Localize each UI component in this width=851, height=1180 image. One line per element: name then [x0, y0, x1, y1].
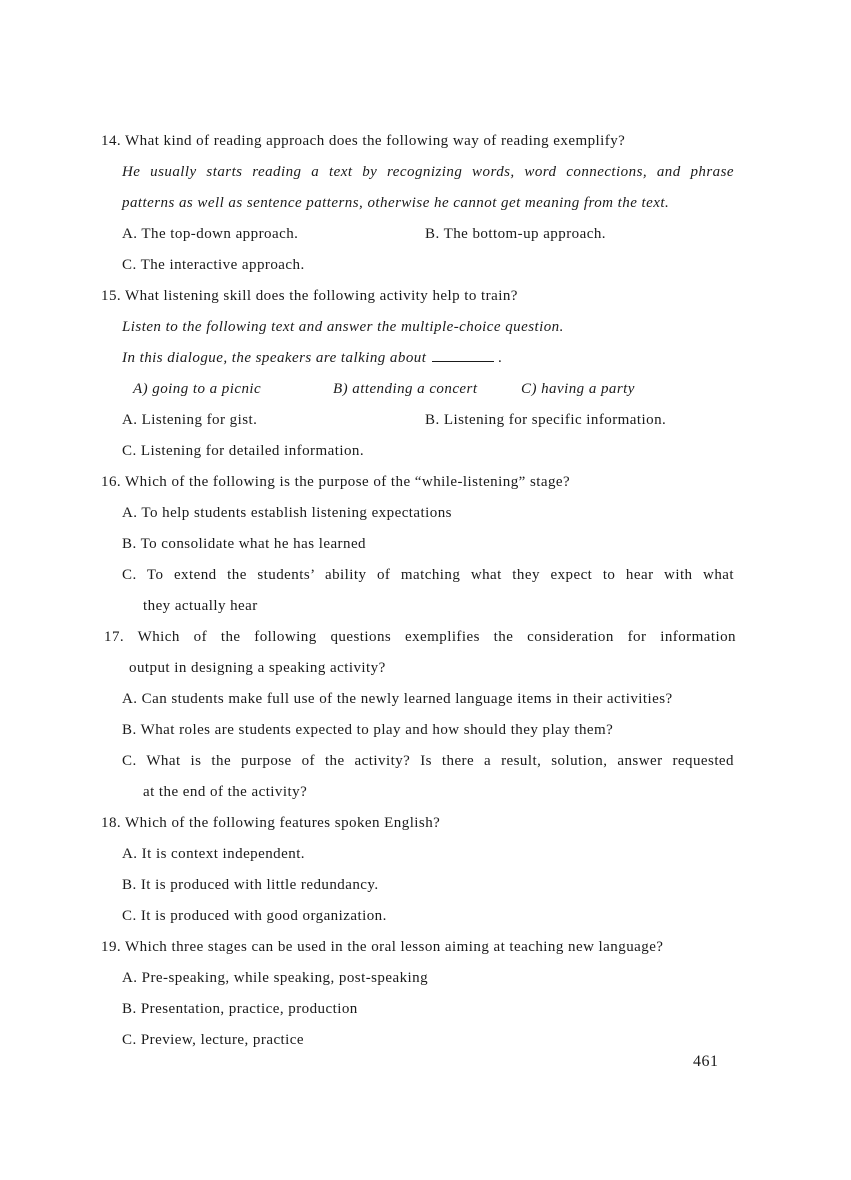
answer-blank	[432, 348, 494, 362]
q19-option-c: C. Preview, lecture, practice	[122, 1032, 304, 1048]
q17-option-b: B. What roles are students expected to play and how should they play them?	[122, 722, 614, 738]
q17-option-a: A. Can students make full use of the newly learned language items in their activities?	[122, 691, 673, 707]
q18-stem: 18. Which of the following features spoken English?	[101, 815, 441, 831]
q16-option-c-line-2: they actually hear	[143, 598, 258, 614]
q16-option-c-line-1: C. To extend the students’ ability of matching what they expect to hear with what	[122, 567, 734, 583]
q15-choice-b: B) attending a concert	[333, 381, 478, 397]
q14-passage-line-2: patterns as well as sentence patterns, otherwise he cannot get meaning from the text.	[122, 195, 670, 211]
q17-stem-line-1: 17. Which of the following questions exemplifies the consideration for information	[104, 629, 736, 645]
q15-prompt: In this dialogue, the speakers are talking about	[122, 350, 427, 366]
q14-option-a: A. The top-down approach.	[122, 226, 299, 242]
q18-option-a: A. It is context independent.	[122, 846, 306, 862]
q19-option-a: A. Pre-speaking, while speaking, post-speaking	[122, 970, 429, 986]
q15-stem: 15. What listening skill does the following activity help to train?	[101, 288, 518, 304]
q17-option-c-line-1: C. What is the purpose of the activity? Is there a result, solution, answer requested	[122, 753, 734, 769]
page-number: 461	[693, 1053, 719, 1070]
q17-option-c-line-2: at the end of the activity?	[143, 784, 308, 800]
q15-option-a: A. Listening for gist.	[122, 412, 258, 428]
q18-option-c: C. It is produced with good organization.	[122, 908, 387, 924]
q16-option-a: A. To help students establish listening expectations	[122, 505, 452, 521]
q16-option-b: B. To consolidate what he has learned	[122, 536, 367, 552]
q14-option-c: C. The interactive approach.	[122, 257, 305, 273]
q15-option-b: B. Listening for specific information.	[425, 412, 667, 428]
q14-option-b: B. The bottom-up approach.	[425, 226, 606, 242]
q15-instruction: Listen to the following text and answer the multiple-choice question.	[122, 319, 564, 335]
q16-stem: 16. Which of the following is the purpose of the “while-listening” stage?	[101, 474, 571, 490]
q19-stem: 19. Which three stages can be used in the oral lesson aiming at teaching new language?	[101, 939, 664, 955]
q15-choice-c: C) having a party	[521, 381, 635, 397]
q15-option-c: C. Listening for detailed information.	[122, 443, 365, 459]
q17-stem-line-2: output in designing a speaking activity?	[129, 660, 386, 676]
q19-option-b: B. Presentation, practice, production	[122, 1001, 358, 1017]
q15-choice-a: A) going to a picnic	[133, 381, 262, 397]
q14-stem: 14. What kind of reading approach does the following way of reading exemplify?	[101, 133, 626, 149]
q14-passage-line-1: He usually starts reading a text by recognizing words, word connections, and phrase	[122, 164, 734, 180]
q15-prompt-end: .	[498, 350, 503, 366]
q18-option-b: B. It is produced with little redundancy.	[122, 877, 379, 893]
q15-prompt-line	[122, 348, 503, 368]
